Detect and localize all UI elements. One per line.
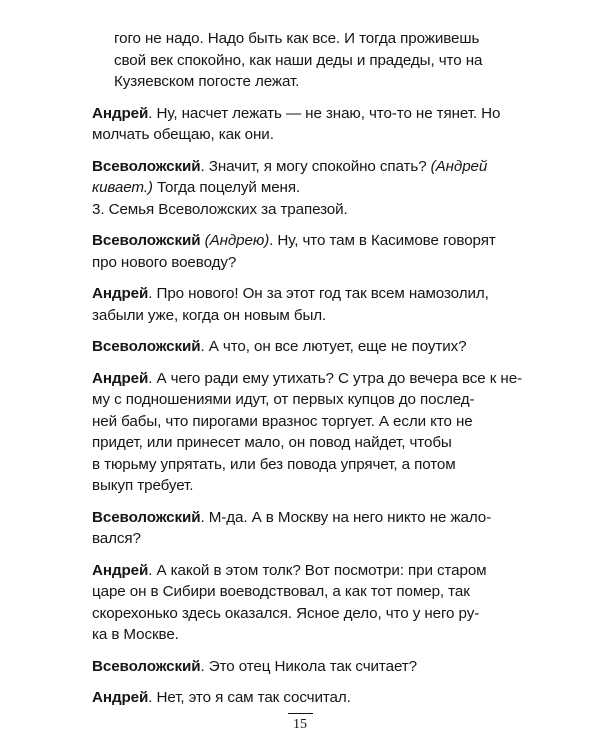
dialogue-line xyxy=(92,368,532,497)
text-line: свой век спокойно, как наши деды и прадеды, что на xyxy=(114,51,483,69)
speaker-name: Андрей xyxy=(92,689,149,706)
speaker-name: Андрей xyxy=(92,285,149,302)
dialogue-line xyxy=(92,560,532,646)
speech-text: Про нового! Он за этот год так всем намозолил, xyxy=(156,285,489,302)
speech-text: Ну, насчет лежать — не знаю, что-то не тянет. Но xyxy=(156,104,501,122)
speech-text: Тогда поцелуй меня. xyxy=(157,179,301,196)
text-line: Андрей. А чего ради ему утихать? С утра до вечера все к не- xyxy=(92,369,523,387)
speech-text: А чего ради ему утихать? С утра до вечера все к не- xyxy=(156,369,523,387)
text-line: вался? xyxy=(92,530,141,547)
speech-text: Это отец Никола так считает? xyxy=(208,657,417,675)
speaker-name: Всеволожский xyxy=(92,657,201,675)
stage-direction: (Андрей xyxy=(430,157,488,175)
text-line: Кузяевском погосте лежат. xyxy=(114,73,300,90)
text-line xyxy=(92,230,532,252)
dialogue-line xyxy=(92,156,532,199)
speaker-name: Андрей xyxy=(92,369,149,387)
speaker-name: Всеволожский xyxy=(92,508,201,526)
text-line: про нового воеводу? xyxy=(92,253,237,271)
speaker-name: Андрей xyxy=(92,561,149,579)
dialogue-line xyxy=(92,507,532,550)
speaker-name: Андрей xyxy=(92,104,149,122)
speech-text: Значит, я могу спокойно спать? xyxy=(208,157,427,175)
text-line: Всеволожский. М-да. А в Москву на него никто не жало- xyxy=(92,508,492,526)
text-line: выкуп требует. xyxy=(92,477,194,494)
text-line: Андрей. Нет, это я сам так сосчитал. xyxy=(92,689,351,706)
text-line: ней бабы, что пирогами вразнос торгует. А если кто не xyxy=(92,412,473,430)
stage-direction: (Андрею) xyxy=(204,232,270,249)
text-line: придет, или принесет мало, он повод найдет, чтобы xyxy=(92,434,452,451)
text-line: Андрей. Ну, насчет лежать — не знаю, что-то не тянет. Но xyxy=(92,104,501,122)
speaker-name: Всеволожский xyxy=(92,338,201,355)
text-line: му с подношениями идут, от первых купцов до послед- xyxy=(92,391,475,408)
speaker-name: Всеволожский xyxy=(92,157,201,175)
text-line: Андрей. Про нового! Он за этот год так всем намозолил, xyxy=(92,285,489,302)
text-line: Всеволожский. А что, он все лютует, еще не поутих? xyxy=(92,338,467,355)
text-line xyxy=(92,177,532,199)
speech-text: Нет, это я сам так сосчитал. xyxy=(156,689,351,706)
continuation-paragraph xyxy=(92,28,532,93)
text-line: молчать обещаю, как они. xyxy=(92,126,274,143)
page-number: 15 xyxy=(293,717,307,732)
scene-heading: 3. Семья Всеволожских за трапезой. xyxy=(92,200,348,218)
page-number-rule xyxy=(288,713,313,714)
text-line: царе он в Сибири воеводствовал, а как тот помер, так xyxy=(92,583,470,600)
dialogue-line xyxy=(92,687,532,709)
text-line: Всеволожский. Значит, я могу спокойно спать? (Андрей xyxy=(92,157,488,175)
speech-text: . Ну, что там в Касимове говорят xyxy=(269,232,496,249)
dialogue-line xyxy=(92,283,532,326)
play-text xyxy=(92,28,532,709)
speech-text: М-да. А в Москву на него никто не жало- xyxy=(208,508,492,526)
dialogue-line xyxy=(92,656,532,678)
dialogue-line xyxy=(92,336,532,358)
text-line: скорехонько здесь оказался. Ясное дело, что у него ру- xyxy=(92,604,480,622)
text-line: ка в Москве. xyxy=(92,626,179,643)
stage-direction: кивает.) xyxy=(92,179,153,196)
text-line: Всеволожский. Это отец Никола так считает? xyxy=(92,657,417,675)
dialogue-line xyxy=(92,103,532,146)
speech-text: А что, он все лютует, еще не поутих? xyxy=(208,338,467,355)
text-line: забыли уже, когда он новым был. xyxy=(92,306,327,324)
text-line: гого не надо. Надо быть как все. И тогда проживешь xyxy=(114,30,480,47)
text-line: Андрей. А какой в этом толк? Вот посмотри: при старом xyxy=(92,561,487,579)
speech-text: А какой в этом толк? Вот посмотри: при старом xyxy=(156,561,487,579)
dialogue-line xyxy=(92,230,532,273)
text-line: в тюрьму упрятать, или без повода упрячет, а потом xyxy=(92,455,456,473)
speaker-name: Всеволожский xyxy=(92,232,201,249)
